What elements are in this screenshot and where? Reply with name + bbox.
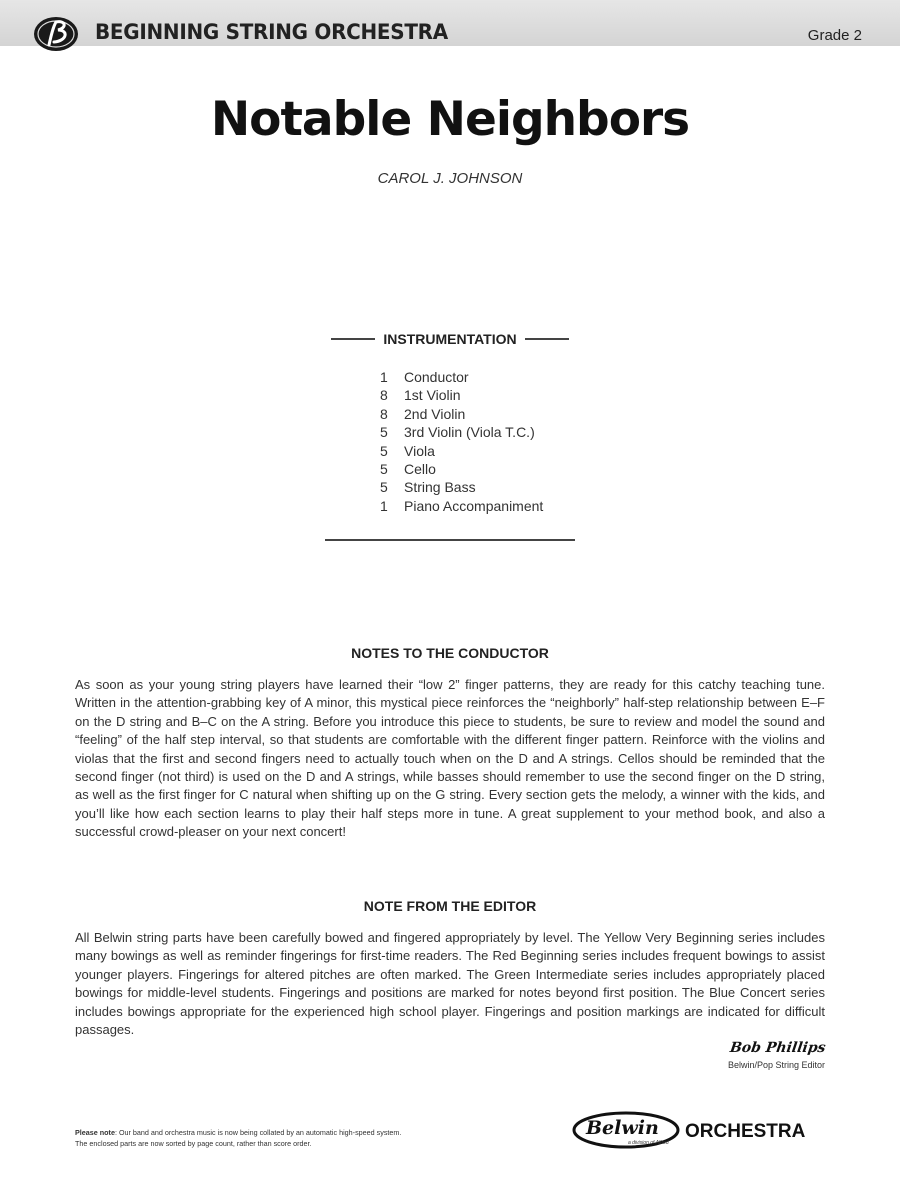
editor-note-heading: NOTE FROM THE EDITOR — [363, 898, 537, 914]
piece-title: Notable Neighbors — [210, 92, 690, 147]
instrument-row — [380, 460, 543, 478]
instrument-qty: 1 — [380, 497, 388, 514]
composer-name: CAROL J. JOHNSON — [377, 170, 523, 187]
instrument-row — [380, 368, 543, 386]
instrument-row — [380, 478, 543, 496]
instrument-qty: 8 — [380, 387, 388, 404]
instrumentation-bottom-rule — [325, 539, 575, 541]
instrument-name: 1st Violin — [404, 387, 461, 404]
conductor-notes-body: As soon as your young string players have learned their “low 2” finger patterns, they are ready for this catchy teaching tune. Written in the attention-grabbing key of A minor, this mystical piece reinforces the “neighborly” half-step relationship between E–F on the D string and B–C on the A string. Before you introduce this piece to students, be sure to review and model the sound and “feeling” of the half step interval, so that students are comfortable with the different finger pattern. Reinforce with the violins and violas that the first and second fingers need to actually touch when on the D and A strings. Cellos should be reminded that the second finger (not third) is used on the D and A strings, while basses should remember to use the second finger on the D string, as well as the first finger for C natural when shifting up on the G string. Every section gets the melody, a winner with the kids, and you’ll like how each section learns to play their half steps more in tune. A great supplement to your method book, and also a successful crowd-pleaser on your next concert! — [75, 677, 825, 840]
heading-rule-left — [331, 338, 375, 340]
instrument-name: Piano Accompaniment — [404, 497, 544, 514]
signature-caption: Belwin/Pop String Editor — [727, 1060, 825, 1070]
instrument-qty: 5 — [380, 460, 388, 477]
instrumentation-list — [380, 368, 543, 515]
conductor-notes-heading: NOTES TO THE CONDUCTOR — [351, 645, 549, 661]
grade-label: Grade 2 — [807, 27, 862, 44]
heading-rule-right — [525, 338, 569, 340]
belwin-b-logo-icon — [32, 14, 80, 54]
collation-note-text: : Our band and orchestra music is now being collated by an automatic high-speed system. — [114, 1128, 402, 1137]
instrument-row — [380, 423, 543, 441]
publisher-orchestra-word: ORCHESTRA — [685, 1121, 806, 1142]
series-title: BEGINNING STRING ORCHESTRA — [95, 20, 448, 44]
publisher-division: a division of Alfred — [628, 1140, 669, 1146]
instrument-qty: 5 — [380, 442, 388, 459]
instrument-name: String Bass — [404, 479, 476, 496]
instrument-qty: 1 — [380, 369, 388, 385]
collation-note-text-2: The enclosed parts are now sorted by page count, rather than score order. — [75, 1139, 312, 1148]
instrument-qty: 5 — [380, 424, 388, 441]
publisher-logo — [572, 1108, 828, 1156]
instrument-name: Cello — [404, 460, 436, 477]
instrument-qty: 5 — [380, 479, 388, 496]
instrument-row — [380, 497, 543, 515]
instrument-name: Viola — [404, 442, 435, 459]
editor-note-body: All Belwin string parts have been carefully bowed and fingered appropriately by level. The Yellow Very Beginning series includes many bowings as well as reminder fingerings for first-time readers. The Red Beginning series includes frequent bowings to assist younger players. Fingerings for altered pitches are often marked. The Green Intermediate series includes appropriately placed bowings for middle-level students. Fingerings and positions are marked for notes beyond first position. The Blue Concert series includes bowings appropriate for the experienced high school player. Fingerings and position markings are indicated for difficult passages. — [75, 930, 825, 1038]
instrument-qty: 8 — [380, 405, 388, 422]
instrument-name: Conductor — [404, 369, 469, 385]
instrument-name: 3rd Violin (Viola T.C.) — [404, 424, 535, 441]
instrument-row — [380, 442, 543, 460]
instrument-row — [380, 386, 543, 404]
collation-note — [75, 1127, 515, 1149]
instrumentation-heading-label: INSTRUMENTATION — [383, 331, 517, 347]
instrument-row — [380, 405, 543, 423]
instrumentation-heading — [325, 331, 575, 347]
instrument-name: 2nd Violin — [404, 405, 466, 422]
publisher-script-name: Belwin — [586, 1117, 659, 1139]
editor-signature: Bob Phillips — [728, 1040, 827, 1056]
collation-note-label: Please note — [75, 1128, 115, 1137]
